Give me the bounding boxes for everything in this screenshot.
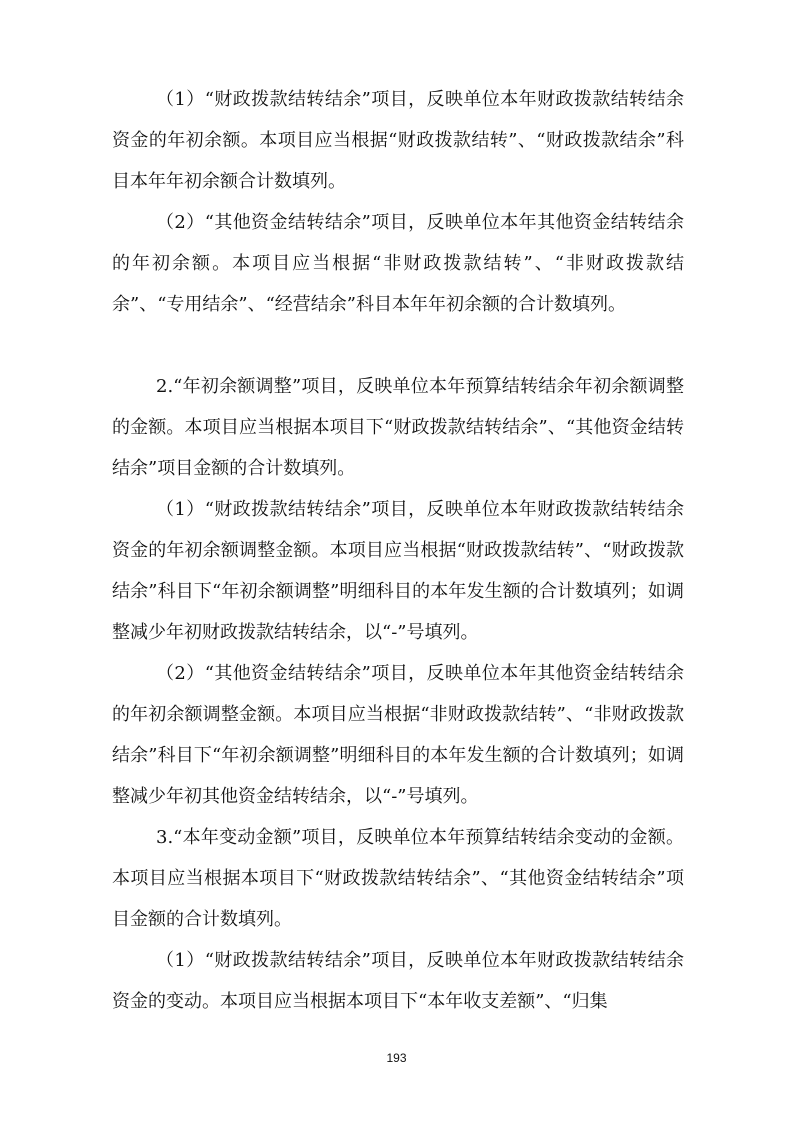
paragraph-3: 2.“年初余额调整”项目，反映单位本年预算结转结余年初余额调整的金额。本项目应当根据本项目下“财政拨款结转结余”、“其他资金结转结余”项目金额的合计数填列。 [112,376,684,479]
paragraph-6: 3.“本年变动金额”项目，反映单位本年预算结转结余变动的金额。本项目应当根据本项目下“财政拨款结转结余”、“其他资金结转结余”项目金额的合计数填列。 [112,827,684,930]
paragraph-1: （1）“财政拨款结转结余”项目，反映单位本年财政拨款结转结余资金的年初余额。本项目应当根据“财政拨款结转”、“财政拨款结余”科目本年年初余额合计数填列。 [112,89,684,192]
paragraph-4: （1）“财政拨款结转结余”项目，反映单位本年财政拨款结转结余资金的年初余额调整金额。本项目应当根据“财政拨款结转”、“财政拨款结余”科目下“年初余额调整”明细科目的本年发生额的合计数填列；如调整减少年初财政拨款结转结余，以“-”号填列。 [112,499,684,643]
page-number: 193 [386,1051,407,1065]
paragraph-2: （2）“其他资金结转结余”项目，反映单位本年其他资金结转结余的年初余额。本项目应当根据“非财政拨款结转”、“非财政拨款结余”、“专用结余”、“经营结余”科目本年年初余额的合计数填列。 [112,212,684,315]
paragraph-7: （1）“财政拨款结转结余”项目，反映单位本年财政拨款结转结余资金的变动。本项目应当根据本项目下“本年收支差额”、“归集 [112,950,684,1012]
paragraph-5: （2）“其他资金结转结余”项目，反映单位本年其他资金结转结余的年初余额调整金额。本项目应当根据“非财政拨款结转”、“非财政拨款结余”科目下“年初余额调整”明细科目的本年发生额的合计数填列；如调整减少年初其他资金结转结余，以“-”号填列。 [112,663,684,807]
